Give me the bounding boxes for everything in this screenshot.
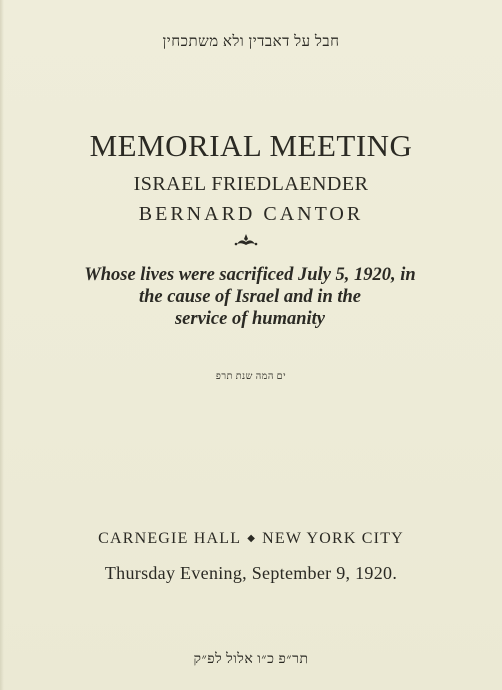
- dedication-line-3: service of humanity: [174, 309, 326, 329]
- hebrew-header-text: חבל על דאבדין ולא משתכחין: [162, 34, 340, 50]
- dedication-line-1: Whose lives were sacrificed July 5, 1920, in: [84, 265, 416, 285]
- honoree-name-friedlaender: ISRAEL FRIEDLAENDER: [133, 173, 369, 195]
- diamond-separator-icon: ◆: [247, 533, 257, 544]
- venue-city: NEW YORK CITY: [262, 530, 404, 547]
- venue-hall: CARNEGIE HALL: [98, 530, 242, 547]
- hebrew-date-line: ים המה שנת תרפ: [215, 372, 287, 382]
- venue-line: [0, 530, 502, 548]
- event-date-line: Thursday Evening, September 9, 1920.: [104, 563, 398, 583]
- page-title: MEMORIAL MEETING: [89, 128, 413, 163]
- honoree-name-cantor: BERNARD CANTOR: [138, 203, 364, 225]
- dedication-line-2: the cause of Israel and in the: [138, 287, 362, 307]
- hebrew-footer-date: תר״פ כ״ו אלול לפ״ק: [193, 652, 309, 667]
- fleuron-icon: [234, 233, 258, 247]
